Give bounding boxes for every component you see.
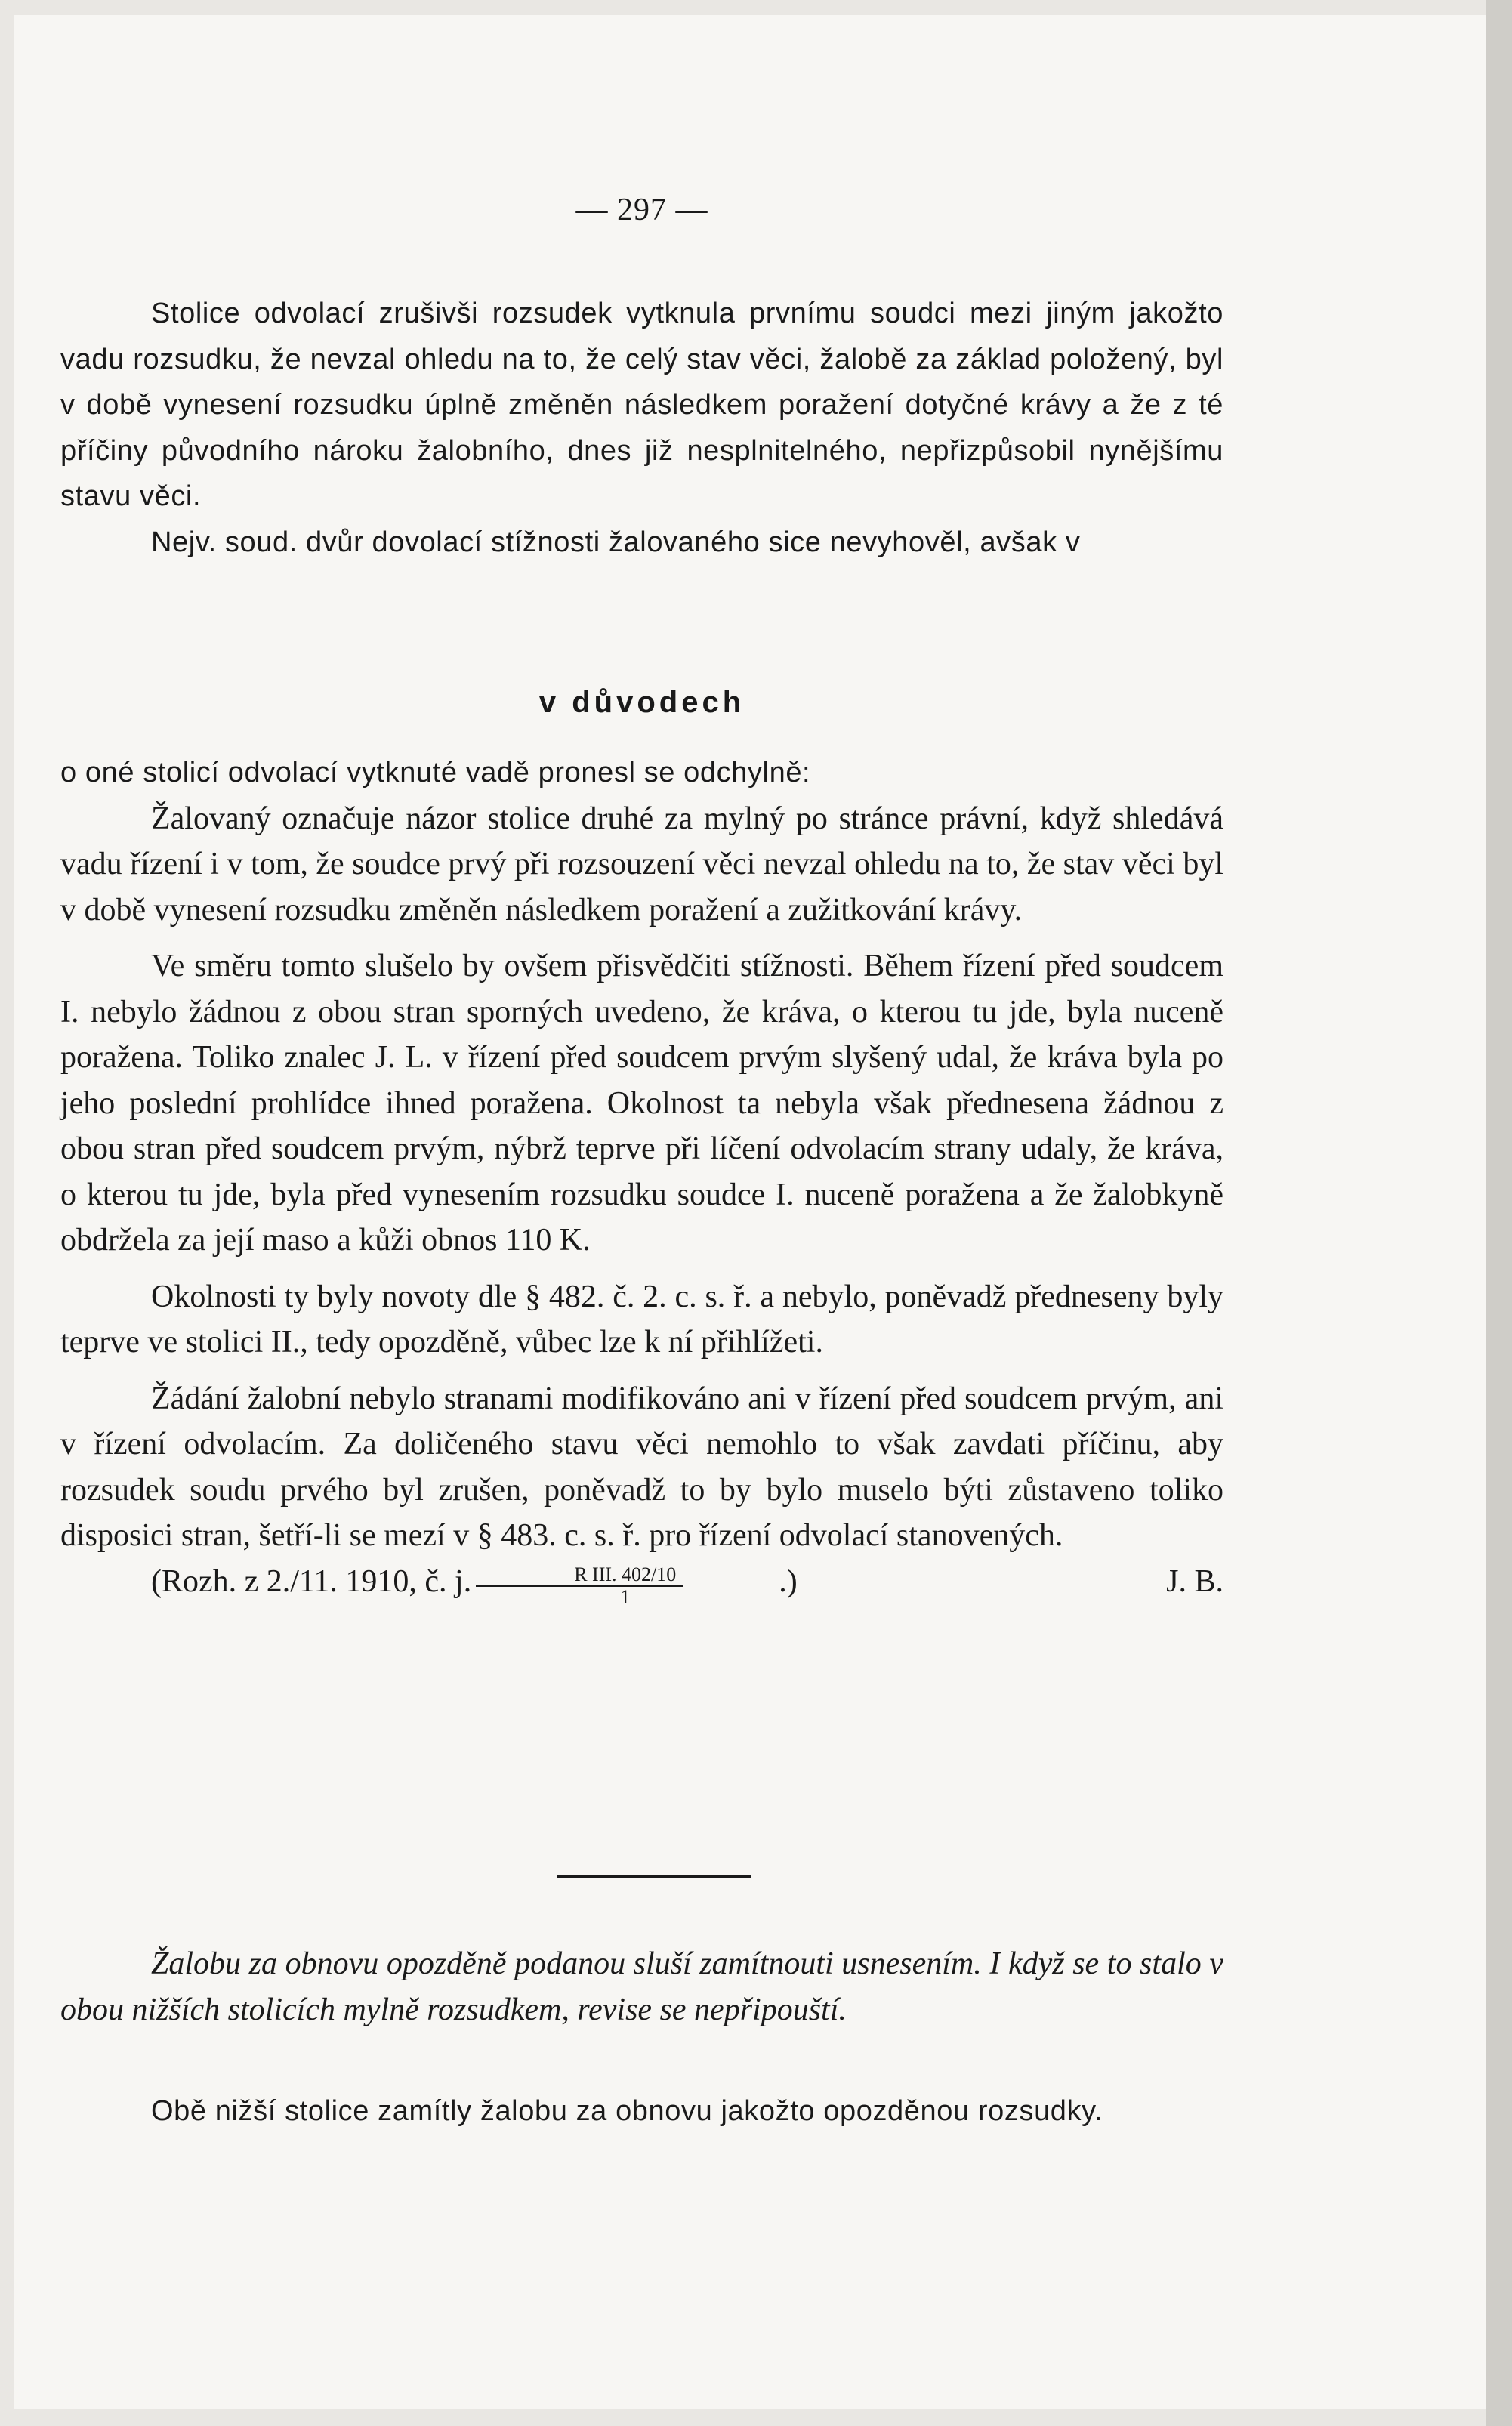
section-headnote: [60, 1941, 1223, 2032]
section-new-case: [60, 2088, 1223, 2134]
heading-reasons: v důvodech: [538, 686, 745, 719]
signature: J. B.: [1166, 1563, 1223, 1599]
section-reasons-heading: [60, 680, 1223, 726]
citation-suffix: .): [779, 1563, 798, 1599]
page-number: — 297 —: [575, 193, 708, 227]
paragraph-claim: Žádání žalobní nebylo stranami modifikováno ani v řízení před soudcem prvým, ani v řízení odvolacím. Za doličeného stavu věci nemohlo to však zavdati příčinu, aby rozsudek soudu prvého byl zrušen, poněvadž to by bylo muselo býti zůstaveno toliko disposici stran, šetří-li se mezí v § 483. c. s. ř. pro řízení odvolací stanovených.: [60, 1381, 1223, 1553]
section-opening: [60, 291, 1223, 565]
paragraph-reasons-intro: o oné stolicí odvolací vytknuté vadě pronesl se odchylně:: [60, 757, 811, 789]
paragraph-lower-courts: Obě nižší stolice zamítly žalobu za obnovu jakožto opozděnou rozsudky.: [151, 2095, 1103, 2127]
citation-prefix: (Rozh. z 2./11. 1910, č. j.: [151, 1563, 472, 1599]
paragraph-defendant: Žalovaný označuje názor stolice druhé za mylný po stránce právní, když shledává vadu řízení i v tom, že soudce prvý při rozsouzení věci nevzal ohledu na to, že stav věci byl v době vynesení rozsudku změněn následkem poražení a zužitkování krávy.: [60, 801, 1223, 927]
citation-line: [60, 1559, 1223, 1619]
citation-fraction: [476, 1564, 683, 1608]
paragraph-complaint: Ve směru tomto slušelo by ovšem přisvědčiti stížnosti. Během řízení před soudcem I. nebylo žádnou z obou stran sporných uvedeno, že kráva, o kterou tu jde, byla nuceně poražena. Toliko znalec J. L. v řízení před soudcem prvým slyšený udal, že kráva byla po jeho poslední prohlídce ihned poražena. Okolnost ta nebyla však přednesena žádnou z obou stran před soudcem prvým, nýbrž teprve při líčení odvolacím strany udaly, že kráva, o kterou tu jde, byla před vynesením rozsudku soudce I. nuceně poražena a že žalobkyně obdržela za její maso a kůži obnos 110 K.: [60, 949, 1223, 1258]
paragraph-appeal-court: Stolice odvolací zrušivši rozsudek vytknula prvnímu soudci mezi jiným jakožto vadu rozsudku, že nevzal ohledu na to, že celý stav věci, žalobě za základ položený, byl v době vynesení rozsudku úplně změněn následkem poražení dotyčné krávy a že z té příčiny původního nároku žalobního, dnes již nesplnitelného, nepřizpůsobil nynějšímu stavu věci.: [60, 298, 1223, 512]
paragraph-supreme-court: Nejv. soud. dvůr dovolací stížnosti žalovaného sice nevyhověl, avšak v: [151, 526, 1081, 558]
section-reasons: [60, 750, 1223, 1619]
headnote: Žalobu za obnovu opozděně podanou sluší zamítnouti usnesením. I když se to stalo v obou nižších stolicích mylně rozsudkem, revise se nepřipouští.: [60, 1946, 1223, 2027]
page-edge-shadow: [1486, 0, 1512, 2426]
separator-rule: [557, 1875, 751, 1878]
paragraph-novelties: Okolnosti ty byly novoty dle § 482. č. 2. c. s. ř. a nebylo, poněvadž předneseny byly teprve ve stolici II., tedy opozděně, vůbec lze k ní přihlížeti.: [60, 1279, 1223, 1360]
fraction-numerator: R III. 402/10: [476, 1564, 683, 1587]
fraction-denominator: 1: [620, 1585, 631, 1608]
